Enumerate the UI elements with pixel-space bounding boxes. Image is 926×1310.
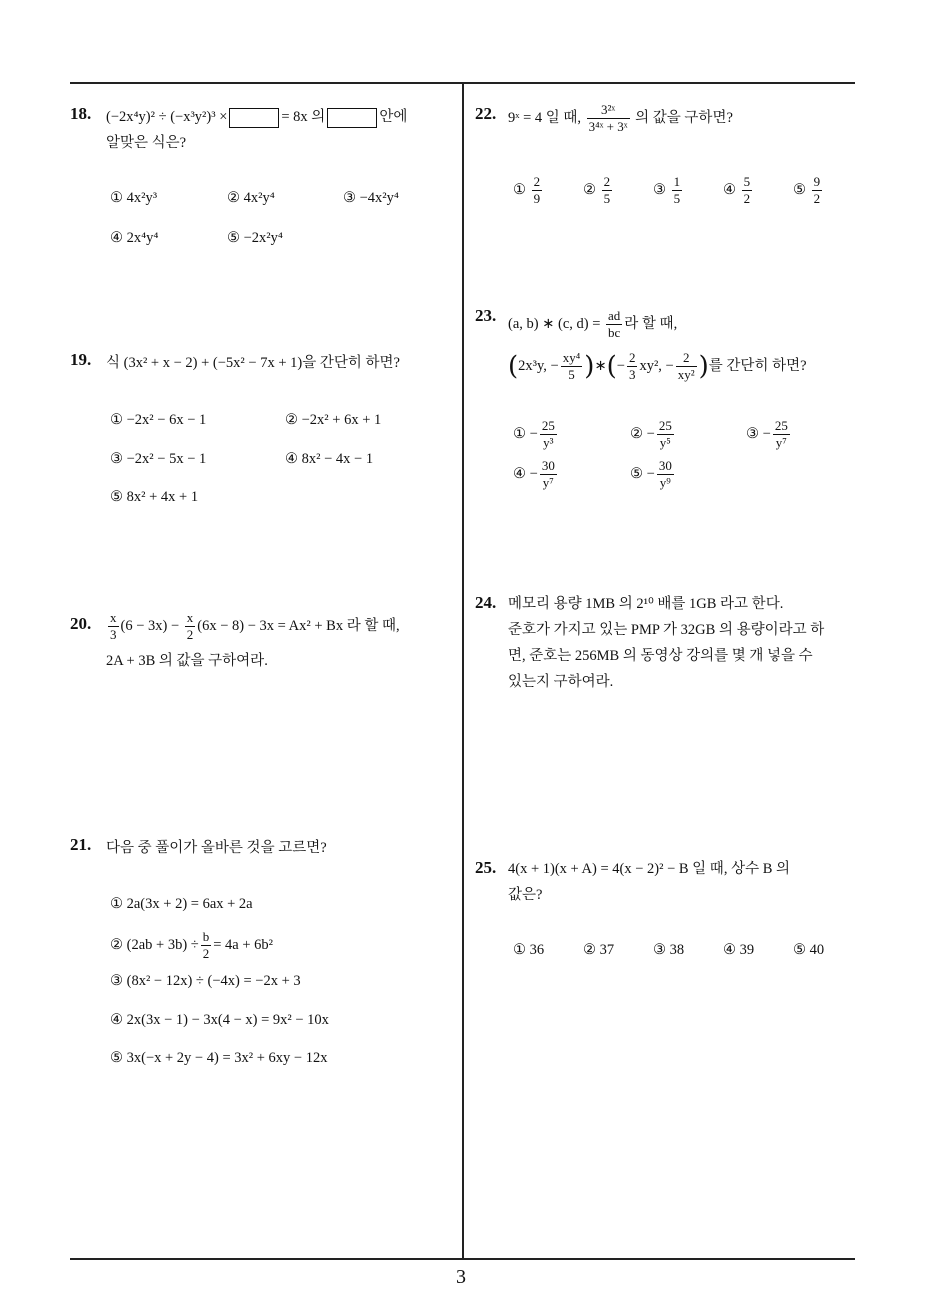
question-text: 9ˣ = 4 일 때, $\frac{\text{3²ˣ}}{\text{3⁴ˣ + 3ˣ}}$ 의 값을 구하면?: [508, 102, 733, 135]
option-1[interactable]: ① 36: [513, 942, 545, 958]
question-text-line3: 면, 준호는 256MB 의 동영상 강의를 몇 개 넣을 수: [508, 648, 813, 664]
option-4[interactable]: ④ − $\frac{30}{\text{y⁷}}$: [513, 458, 555, 490]
option-3[interactable]: ③ −4x²y⁴: [343, 190, 399, 206]
question-number: 20.: [70, 614, 92, 633]
question-expression: (2x³y, − $\frac{\text{xy⁴}}{5}$ )∗(− $\frac{2}{3}$ xy², − $\frac{2}{\text{xy²}}$ )를 간단히 하면?: [508, 350, 807, 383]
column-divider: [462, 82, 464, 1259]
option-5[interactable]: ⑤ 40: [793, 942, 825, 958]
question-text: $\frac{x}{3}$ (6 − 3x) − $\frac{x}{2}$ (6x − 8) − 3x = Ax² + Bx 라 할 때,: [110, 610, 400, 643]
question-number: 22.: [475, 104, 497, 123]
fraction: $\frac{2}{\text{xy²}}$: [677, 350, 695, 383]
question-number: 21.: [70, 835, 92, 854]
fraction: $\frac{b}{2}$: [202, 929, 210, 961]
fraction: $\frac{\text{xy⁴}}{5}$: [562, 350, 581, 383]
question-text-line2: 준호가 가지고 있는 PMP 가 32GB 의 용량이라고 하: [508, 622, 825, 638]
page-number: 3: [456, 1266, 466, 1288]
option-1[interactable]: ① − $\frac{25}{\text{y³}}$: [513, 418, 555, 450]
question-number: 19.: [70, 350, 92, 369]
question-text-line2: 값은?: [508, 887, 543, 903]
option-4[interactable]: ④ 39: [723, 942, 755, 958]
fraction: $\frac{x}{2}$: [186, 610, 194, 643]
question-number: 23.: [475, 306, 497, 325]
question-21: [70, 835, 455, 1075]
question-23: [475, 306, 855, 506]
fraction: $\frac{25}{\text{y⁵}}$: [658, 418, 672, 450]
option-2[interactable]: ② $\frac{2}{5}$: [583, 174, 611, 206]
question-text-line1: 4(x + 1)(x + A) = 4(x − 2)² − B 일 때, 상수 B 의: [508, 861, 791, 877]
option-4[interactable]: ④ 2x⁴y⁴: [110, 230, 159, 246]
question-number: 25.: [475, 858, 497, 877]
question-text: 식 (3x² + x − 2) + (−5x² − 7x + 1)을 간단히 하면?: [106, 355, 400, 371]
fraction: $\frac{2}{5}$: [603, 174, 611, 206]
option-5[interactable]: ⑤ − $\frac{30}{\text{y⁹}}$: [630, 458, 672, 490]
question-25: [475, 858, 855, 968]
fraction: $\frac{ad}{bc}$: [608, 308, 621, 341]
option-2[interactable]: ② −2x² + 6x + 1: [285, 412, 382, 428]
option-2[interactable]: ② 4x²y⁴: [227, 190, 275, 206]
option-3[interactable]: ③ 38: [653, 942, 685, 958]
question-text-line2: 2A + 3B 의 값을 구하여라.: [106, 653, 268, 669]
option-4[interactable]: ④ 8x² − 4x − 1: [285, 451, 374, 467]
answer-blank-box: [327, 108, 377, 128]
option-5[interactable]: ⑤ −2x²y⁴: [227, 230, 283, 246]
option-4[interactable]: ④ $\frac{5}{2}$: [723, 174, 751, 206]
fraction: $\frac{30}{\text{y⁹}}$: [658, 458, 672, 490]
fraction: $\frac{2}{9}$: [533, 174, 541, 206]
fraction: $\frac{2}{3}$: [628, 350, 636, 383]
fraction: $\frac{30}{\text{y⁷}}$: [541, 458, 555, 490]
question-19: [70, 350, 455, 510]
option-1[interactable]: ① 4x²y³: [110, 190, 158, 206]
option-5[interactable]: ⑤ 8x² + 4x + 1: [110, 489, 199, 505]
fraction: $\frac{25}{\text{y³}}$: [541, 418, 555, 450]
fraction: $\frac{x}{3}$: [110, 610, 117, 643]
option-1[interactable]: ① $\frac{2}{9}$: [513, 174, 541, 206]
option-3[interactable]: ③ (8x² − 12x) ÷ (−4x) = −2x + 3: [110, 973, 301, 989]
question-20: [70, 612, 455, 682]
option-2[interactable]: ② 37: [583, 942, 615, 958]
option-3[interactable]: ③ −2x² − 5x − 1: [110, 451, 207, 467]
question-24: [475, 593, 855, 703]
question-18: [70, 104, 455, 264]
fraction: $\frac{9}{2}$: [813, 174, 821, 206]
question-text-line4: 있는지 구하여라.: [508, 674, 614, 690]
question-number: 18.: [70, 104, 92, 123]
question-text-line2: 알맞은 식은?: [106, 135, 187, 151]
fraction: $\frac{25}{\text{y⁷}}$: [774, 418, 788, 450]
option-3[interactable]: ③ − $\frac{25}{\text{y⁷}}$: [746, 418, 788, 450]
answer-blank-box: [229, 108, 279, 128]
question-text: (−2x⁴y)² ÷ (−x³y²)³ × = 8x 의 안에: [106, 104, 407, 130]
question-text: 다음 중 풀이가 올바른 것을 고르면?: [106, 840, 327, 856]
fraction: $\frac{1}{5}$: [673, 174, 681, 206]
fraction: $\frac{5}{2}$: [743, 174, 751, 206]
bottom-rule: [70, 1258, 855, 1260]
option-4[interactable]: ④ 2x(3x − 1) − 3x(4 − x) = 9x² − 10x: [110, 1012, 329, 1028]
option-1[interactable]: ① 2a(3x + 2) = 6ax + 2a: [110, 896, 253, 912]
question-definition: (a, b) ∗ (c, d) = $\frac{ad}{bc}$ 라 할 때,: [508, 308, 678, 341]
option-5[interactable]: ⑤ 3x(−x + 2y − 4) = 3x² + 6xy − 12x: [110, 1050, 328, 1066]
option-3[interactable]: ③ $\frac{1}{5}$: [653, 174, 681, 206]
question-text-line1: 메모리 용량 1MB 의 2¹⁰ 배를 1GB 라고 한다.: [508, 596, 784, 612]
option-5[interactable]: ⑤ $\frac{9}{2}$: [793, 174, 821, 206]
option-1[interactable]: ① −2x² − 6x − 1: [110, 412, 207, 428]
question-22: [475, 104, 855, 214]
option-2[interactable]: ② (2ab + 3b) ÷ $\frac{b}{2}$ = 4a + 6b²: [110, 929, 273, 961]
question-number: 24.: [475, 593, 497, 612]
fraction: $\frac{\text{3²ˣ}}{\text{3⁴ˣ + 3ˣ}}$: [588, 102, 628, 135]
option-2[interactable]: ② − $\frac{25}{\text{y⁵}}$: [630, 418, 672, 450]
